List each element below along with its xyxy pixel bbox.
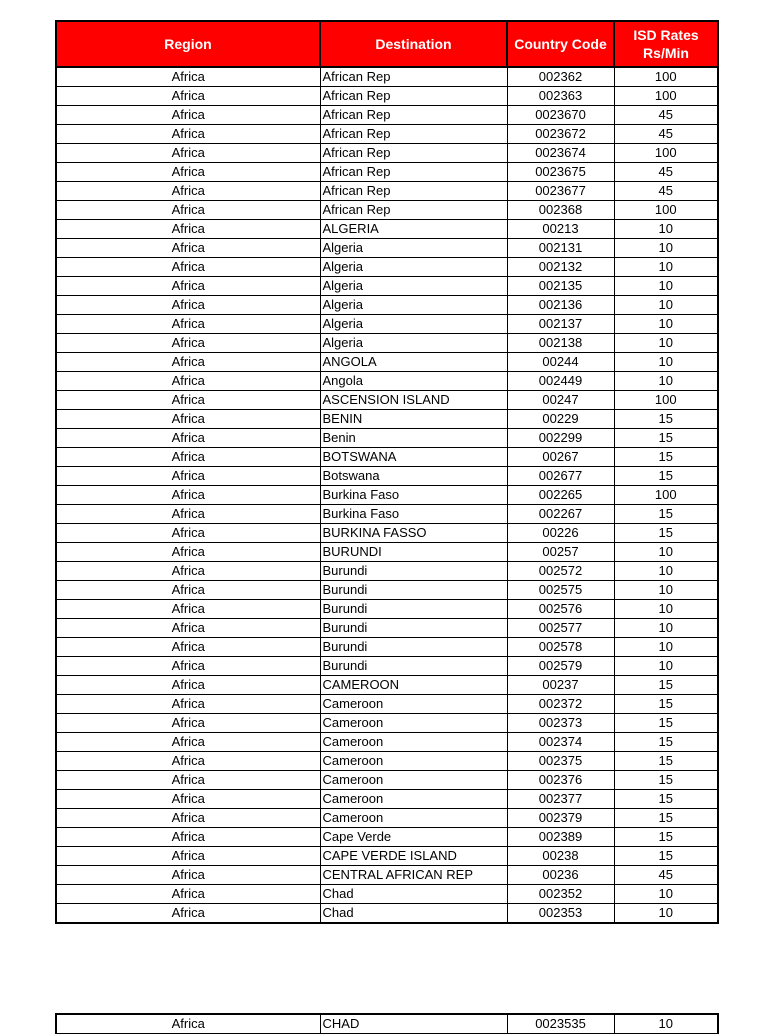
- table-row: [56, 239, 718, 258]
- region-cell: Africa: [56, 771, 320, 790]
- region-cell: Africa: [56, 543, 320, 562]
- region-cell: Africa: [56, 391, 320, 410]
- country-code-cell: 0023672: [507, 125, 614, 144]
- region-cell: Africa: [56, 1014, 320, 1034]
- region-cell: Africa: [56, 638, 320, 657]
- country-code-cell: 002138: [507, 334, 614, 353]
- destination-cell: BOTSWANA: [320, 448, 507, 467]
- isd-rate-cell: 10: [614, 239, 718, 258]
- destination-cell: Burundi: [320, 562, 507, 581]
- destination-cell: ALGERIA: [320, 220, 507, 239]
- isd-rate-cell: 100: [614, 87, 718, 106]
- isd-rate-cell: 100: [614, 391, 718, 410]
- region-cell: Africa: [56, 847, 320, 866]
- region-cell: Africa: [56, 467, 320, 486]
- table-row: [56, 600, 718, 619]
- table-row: [56, 581, 718, 600]
- destination-cell: Cameroon: [320, 752, 507, 771]
- country-code-cell: 00226: [507, 524, 614, 543]
- country-code-cell: 002374: [507, 733, 614, 752]
- country-code-cell: 0023675: [507, 163, 614, 182]
- isd-rate-cell: 15: [614, 752, 718, 771]
- country-code-cell: 0023535: [507, 1014, 614, 1034]
- table-row: [56, 752, 718, 771]
- destination-cell: CHAD: [320, 1014, 507, 1034]
- header-isd-rates: [614, 21, 718, 67]
- country-code-cell: 00247: [507, 391, 614, 410]
- destination-cell: Burkina Faso: [320, 486, 507, 505]
- destination-cell: Cameroon: [320, 771, 507, 790]
- destination-cell: Algeria: [320, 277, 507, 296]
- table-header: [56, 21, 718, 67]
- region-cell: Africa: [56, 315, 320, 334]
- table-row: [56, 182, 718, 201]
- destination-cell: Burundi: [320, 657, 507, 676]
- region-cell: Africa: [56, 239, 320, 258]
- country-code-cell: 002677: [507, 467, 614, 486]
- region-cell: Africa: [56, 885, 320, 904]
- isd-rate-cell: 15: [614, 828, 718, 847]
- table-row: [56, 809, 718, 828]
- destination-cell: BURUNDI: [320, 543, 507, 562]
- destination-cell: African Rep: [320, 163, 507, 182]
- country-code-cell: 002377: [507, 790, 614, 809]
- destination-cell: Cameroon: [320, 714, 507, 733]
- isd-rate-cell: 45: [614, 866, 718, 885]
- isd-rate-cell: 10: [614, 562, 718, 581]
- table-row: [56, 125, 718, 144]
- table-row: [56, 695, 718, 714]
- destination-cell: ASCENSION ISLAND: [320, 391, 507, 410]
- table-row: [56, 372, 718, 391]
- destination-cell: Burundi: [320, 638, 507, 657]
- region-cell: Africa: [56, 866, 320, 885]
- region-cell: Africa: [56, 182, 320, 201]
- isd-rate-cell: 10: [614, 277, 718, 296]
- country-code-cell: 002373: [507, 714, 614, 733]
- table-row: [56, 277, 718, 296]
- region-cell: Africa: [56, 695, 320, 714]
- isd-rate-cell: 10: [614, 296, 718, 315]
- country-code-cell: 00267: [507, 448, 614, 467]
- table-row: [56, 353, 718, 372]
- isd-rate-cell: 15: [614, 410, 718, 429]
- country-code-cell: 002362: [507, 67, 614, 87]
- isd-rate-cell: 45: [614, 182, 718, 201]
- destination-cell: Cape Verde: [320, 828, 507, 847]
- isd-rate-cell: 100: [614, 486, 718, 505]
- isd-rate-cell: 10: [614, 600, 718, 619]
- region-cell: Africa: [56, 277, 320, 296]
- destination-cell: Angola: [320, 372, 507, 391]
- country-code-cell: 00238: [507, 847, 614, 866]
- isd-rate-cell: 100: [614, 201, 718, 220]
- country-code-cell: 002449: [507, 372, 614, 391]
- destination-cell: Algeria: [320, 239, 507, 258]
- isd-rate-cell: 10: [614, 315, 718, 334]
- country-code-cell: 0023677: [507, 182, 614, 201]
- destination-cell: Algeria: [320, 258, 507, 277]
- table-row: [56, 790, 718, 809]
- country-code-cell: 00236: [507, 866, 614, 885]
- destination-cell: Botswana: [320, 467, 507, 486]
- country-code-cell: 002131: [507, 239, 614, 258]
- country-code-cell: 00244: [507, 353, 614, 372]
- destination-cell: Chad: [320, 885, 507, 904]
- table-row: [56, 885, 718, 904]
- country-code-cell: 002578: [507, 638, 614, 657]
- country-code-cell: 002368: [507, 201, 614, 220]
- isd-rate-cell: 10: [614, 1014, 718, 1034]
- destination-cell: Benin: [320, 429, 507, 448]
- header-region: Region: [56, 21, 320, 67]
- destination-cell: African Rep: [320, 125, 507, 144]
- country-code-cell: 002372: [507, 695, 614, 714]
- table-row: [56, 220, 718, 239]
- region-cell: Africa: [56, 296, 320, 315]
- table-row: [56, 676, 718, 695]
- destination-cell: Cameroon: [320, 733, 507, 752]
- table-row: [56, 619, 718, 638]
- region-cell: Africa: [56, 87, 320, 106]
- table-row: [56, 410, 718, 429]
- isd-rate-cell: 10: [614, 657, 718, 676]
- region-cell: Africa: [56, 429, 320, 448]
- region-cell: Africa: [56, 752, 320, 771]
- country-code-cell: 002267: [507, 505, 614, 524]
- region-cell: Africa: [56, 334, 320, 353]
- destination-cell: Cameroon: [320, 695, 507, 714]
- table-row: [56, 543, 718, 562]
- header-destination: Destination: [320, 21, 507, 67]
- region-cell: Africa: [56, 220, 320, 239]
- isd-rates-table: [55, 20, 719, 924]
- country-code-cell: 002389: [507, 828, 614, 847]
- table-row: [56, 144, 718, 163]
- table-row: [56, 201, 718, 220]
- country-code-cell: 00229: [507, 410, 614, 429]
- country-code-cell: 0023670: [507, 106, 614, 125]
- destination-cell: BURKINA FASSO: [320, 524, 507, 543]
- country-code-cell: 002135: [507, 277, 614, 296]
- destination-cell: Burkina Faso: [320, 505, 507, 524]
- header-isd-rates-line1: ISD Rates: [633, 27, 699, 43]
- country-code-cell: 0023674: [507, 144, 614, 163]
- table-row: [56, 258, 718, 277]
- isd-rate-cell: 15: [614, 676, 718, 695]
- table-row: [56, 163, 718, 182]
- destination-cell: CAPE VERDE ISLAND: [320, 847, 507, 866]
- destination-cell: Cameroon: [320, 790, 507, 809]
- isd-rate-cell: 10: [614, 334, 718, 353]
- destination-cell: African Rep: [320, 106, 507, 125]
- table-row: [56, 524, 718, 543]
- region-cell: Africa: [56, 657, 320, 676]
- region-cell: Africa: [56, 201, 320, 220]
- country-code-cell: 002137: [507, 315, 614, 334]
- destination-cell: Burundi: [320, 619, 507, 638]
- region-cell: Africa: [56, 600, 320, 619]
- region-cell: Africa: [56, 714, 320, 733]
- destination-cell: African Rep: [320, 87, 507, 106]
- region-cell: Africa: [56, 619, 320, 638]
- region-cell: Africa: [56, 486, 320, 505]
- table-row: [56, 87, 718, 106]
- destination-cell: Burundi: [320, 600, 507, 619]
- isd-rate-cell: 10: [614, 258, 718, 277]
- isd-rate-cell: 10: [614, 904, 718, 924]
- region-cell: Africa: [56, 790, 320, 809]
- isd-rate-cell: 10: [614, 638, 718, 657]
- region-cell: Africa: [56, 67, 320, 87]
- region-cell: Africa: [56, 505, 320, 524]
- isd-rate-cell: 15: [614, 467, 718, 486]
- country-code-cell: 002576: [507, 600, 614, 619]
- table-row: [56, 847, 718, 866]
- country-code-cell: 002132: [507, 258, 614, 277]
- isd-rate-cell: 100: [614, 67, 718, 87]
- region-cell: Africa: [56, 733, 320, 752]
- country-code-cell: 002572: [507, 562, 614, 581]
- table-body: [56, 67, 718, 923]
- isd-rate-cell: 15: [614, 790, 718, 809]
- isd-rate-cell: 15: [614, 714, 718, 733]
- destination-cell: African Rep: [320, 67, 507, 87]
- isd-rate-cell: 100: [614, 144, 718, 163]
- isd-rate-cell: 15: [614, 771, 718, 790]
- table-row: [56, 657, 718, 676]
- isd-rate-cell: 10: [614, 220, 718, 239]
- country-code-cell: 002265: [507, 486, 614, 505]
- table-row: [56, 315, 718, 334]
- table-row: [56, 448, 718, 467]
- region-cell: Africa: [56, 410, 320, 429]
- country-code-cell: 00213: [507, 220, 614, 239]
- table-row: [56, 106, 718, 125]
- country-code-cell: 002363: [507, 87, 614, 106]
- destination-cell: CENTRAL AFRICAN REP: [320, 866, 507, 885]
- table-row: [56, 828, 718, 847]
- destination-cell: ANGOLA: [320, 353, 507, 372]
- header-isd-rates-line2: Rs/Min: [643, 45, 689, 61]
- country-code-cell: 002376: [507, 771, 614, 790]
- region-cell: Africa: [56, 581, 320, 600]
- isd-rate-cell: 15: [614, 429, 718, 448]
- isd-rate-cell: 10: [614, 353, 718, 372]
- destination-cell: BENIN: [320, 410, 507, 429]
- isd-rate-cell: 10: [614, 619, 718, 638]
- destination-cell: Algeria: [320, 315, 507, 334]
- header-row: [56, 21, 718, 67]
- isd-rate-cell: 10: [614, 543, 718, 562]
- destination-cell: Burundi: [320, 581, 507, 600]
- region-cell: Africa: [56, 676, 320, 695]
- table-row: [56, 391, 718, 410]
- destination-cell: Algeria: [320, 334, 507, 353]
- region-cell: Africa: [56, 448, 320, 467]
- country-code-cell: 002575: [507, 581, 614, 600]
- destination-cell: African Rep: [320, 201, 507, 220]
- region-cell: Africa: [56, 125, 320, 144]
- country-code-cell: 002136: [507, 296, 614, 315]
- region-cell: Africa: [56, 144, 320, 163]
- region-cell: Africa: [56, 809, 320, 828]
- isd-rate-cell: 15: [614, 524, 718, 543]
- isd-rate-cell: 15: [614, 695, 718, 714]
- country-code-cell: 002579: [507, 657, 614, 676]
- destination-cell: Algeria: [320, 296, 507, 315]
- table-row: [56, 771, 718, 790]
- destination-cell: African Rep: [320, 182, 507, 201]
- region-cell: Africa: [56, 828, 320, 847]
- isd-rate-cell: 45: [614, 163, 718, 182]
- region-cell: Africa: [56, 353, 320, 372]
- table-row: [56, 296, 718, 315]
- country-code-cell: 002379: [507, 809, 614, 828]
- country-code-cell: 002375: [507, 752, 614, 771]
- table-row: [56, 714, 718, 733]
- isd-rate-cell: 15: [614, 733, 718, 752]
- isd-rate-cell: 15: [614, 847, 718, 866]
- table-row: [56, 733, 718, 752]
- region-cell: Africa: [56, 258, 320, 277]
- destination-cell: CAMEROON: [320, 676, 507, 695]
- isd-rate-cell: 10: [614, 885, 718, 904]
- country-code-cell: 002353: [507, 904, 614, 924]
- country-code-cell: 00257: [507, 543, 614, 562]
- region-cell: Africa: [56, 562, 320, 581]
- country-code-cell: 002352: [507, 885, 614, 904]
- table-row: [56, 638, 718, 657]
- isd-rate-cell: 15: [614, 809, 718, 828]
- table-row: [56, 429, 718, 448]
- isd-rate-cell: 10: [614, 581, 718, 600]
- destination-cell: Cameroon: [320, 809, 507, 828]
- isd-rate-cell: 15: [614, 448, 718, 467]
- isd-rate-cell: 45: [614, 106, 718, 125]
- country-code-cell: 00237: [507, 676, 614, 695]
- table-row: [56, 467, 718, 486]
- country-code-cell: 002577: [507, 619, 614, 638]
- region-cell: Africa: [56, 372, 320, 391]
- table-row: [56, 486, 718, 505]
- table-row: [56, 866, 718, 885]
- region-cell: Africa: [56, 524, 320, 543]
- table-row: [56, 334, 718, 353]
- isd-rate-cell: 10: [614, 372, 718, 391]
- header-country-code: Country Code: [507, 21, 614, 67]
- region-cell: Africa: [56, 163, 320, 182]
- table-row: [56, 67, 718, 87]
- table-row: [56, 562, 718, 581]
- isd-rate-cell: 45: [614, 125, 718, 144]
- destination-cell: African Rep: [320, 144, 507, 163]
- region-cell: Africa: [56, 106, 320, 125]
- table-row: [56, 505, 718, 524]
- destination-cell: Chad: [320, 904, 507, 924]
- region-cell: Africa: [56, 904, 320, 924]
- country-code-cell: 002299: [507, 429, 614, 448]
- table-row: [56, 904, 718, 924]
- isd-rate-cell: 15: [614, 505, 718, 524]
